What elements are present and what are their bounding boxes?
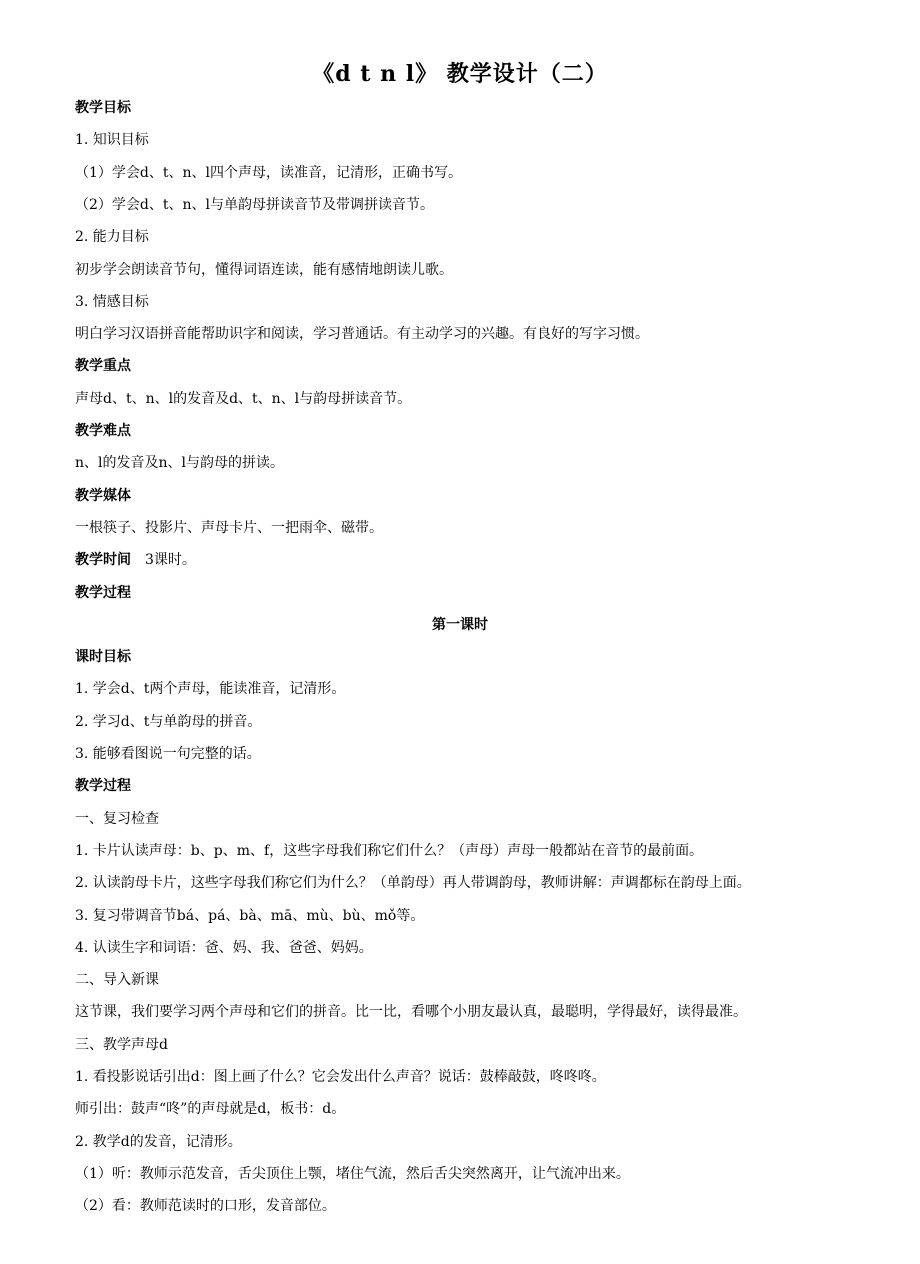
line-text: 3. 复习带调音节bá、pá、bà、mā、mù、bù、mǒ等。 [75, 907, 425, 924]
body-line [75, 938, 900, 958]
body-line [75, 970, 900, 990]
line-text: （2）学会d、t、n、l与单韵母拼读音节及带调拼读音节。 [75, 196, 434, 213]
body-line [75, 518, 900, 538]
body-line [75, 1164, 900, 1184]
section-heading [75, 98, 900, 118]
line-text: 1. 看投影说话引出d：图上画了什么？它会发出什么声音？说话：鼓棒敲鼓，咚咚咚。 [75, 1069, 606, 1085]
line-text: 教学难点 [75, 423, 131, 439]
line-text: 1. 知识目标 [75, 132, 149, 149]
body-line [75, 1196, 900, 1216]
line-text: 1. 卡片认读声母：b、p、m、f，这些字母我们称它们什么？（声母）声母一般都站在音节的最前面。 [75, 842, 704, 859]
line-text: 一、复习检查 [75, 810, 159, 827]
body-line [75, 163, 900, 183]
line-text: 2. 能力目标 [75, 229, 149, 246]
line-text: 教学媒体 [75, 487, 131, 504]
section-heading [75, 356, 900, 376]
line-text: （1）学会d、t、n、l四个声母，读准音，记清形，正确书写。 [75, 164, 462, 181]
line-text: 3. 能够看图说一句完整的话。 [75, 746, 261, 762]
body-line [75, 906, 900, 926]
line-text: 2. 认读韵母卡片，这些字母我们称它们为什么？（单韵母）再人带调韵母，教师讲解：声调都标在韵母上面。 [75, 875, 751, 892]
body-line [75, 130, 900, 150]
body-line [75, 1099, 900, 1119]
body-line [75, 453, 900, 473]
body-line [75, 292, 900, 312]
line-extra-text: 3课时。 [145, 552, 196, 569]
body-line [75, 389, 900, 409]
line-text: 师引出：鼓声“咚”的声母就是d，板书：d。 [75, 1101, 346, 1118]
section-heading [75, 776, 900, 796]
body-line [75, 227, 900, 247]
line-text: 这节课，我们要学习两个声母和它们的拼音。比一比，看哪个小朋友最认真，最聪明，学得最好，读得最准。 [75, 1004, 747, 1021]
body-line [75, 324, 900, 344]
line-text: （1）听：教师示范发音，舌尖顶住上颚，堵住气流，然后舌尖突然离开，让气流冲出来。 [75, 1165, 630, 1182]
line-text: 4. 认读生字和词语：爸、妈、我、爸爸、妈妈。 [75, 939, 373, 956]
line-text: 1. 学会d、t两个声母，能读准音，记清形。 [75, 681, 346, 698]
line-text: 三、教学声母d [75, 1036, 168, 1053]
line-text: 2. 教学d的发音，记清形。 [75, 1133, 242, 1150]
line-text: n、l的发音及n、l与韵母的拼读。 [75, 455, 284, 472]
body-line [75, 712, 900, 732]
document-title: 《d t n l》 教学设计（二） [312, 61, 608, 87]
section-heading [75, 647, 900, 667]
body-line [75, 809, 900, 829]
line-text: （2）看：教师范读时的口形，发音部位。 [75, 1198, 336, 1215]
section-heading [75, 486, 900, 506]
line-text: 二、导入新课 [75, 972, 159, 989]
body-line [75, 1035, 900, 1055]
body-line [75, 841, 900, 861]
line-text: 教学目标 [75, 100, 131, 116]
section-heading [0, 615, 920, 635]
body-line [75, 679, 900, 699]
body-line [75, 1067, 900, 1087]
line-text: 声母d、t、n、l的发音及d、t、n、l与韵母拼读音节。 [75, 390, 412, 407]
section-heading [75, 421, 900, 441]
line-text: 教学过程 [75, 584, 131, 601]
line-text: 明白学习汉语拼音能帮助识字和阅读，学习普通话。有主动学习的兴趣。有良好的写字习惯。 [75, 326, 649, 343]
body-line [75, 873, 900, 893]
body-line [75, 195, 900, 215]
section-heading [75, 550, 900, 570]
line-text: 初步学会朗读音节句，懂得词语连读，能有感情地朗读儿歌。 [75, 261, 453, 278]
body-line [75, 260, 900, 280]
line-text: 教学过程 [75, 778, 131, 795]
line-text: 教学重点 [75, 358, 131, 375]
line-text: 2. 学习d、t与单韵母的拼音。 [75, 713, 262, 730]
body-line [75, 744, 900, 764]
line-text: 教学时间 [75, 552, 131, 569]
line-text: 3. 情感目标 [75, 293, 149, 310]
line-text: 课时目标 [75, 649, 131, 666]
body-line [75, 1002, 900, 1022]
section-heading [75, 583, 900, 603]
body-line [75, 1132, 900, 1152]
line-text: 第一课时 [432, 616, 488, 633]
line-text: 一根筷子、投影片、声母卡片、一把雨伞、磁带。 [75, 519, 383, 536]
